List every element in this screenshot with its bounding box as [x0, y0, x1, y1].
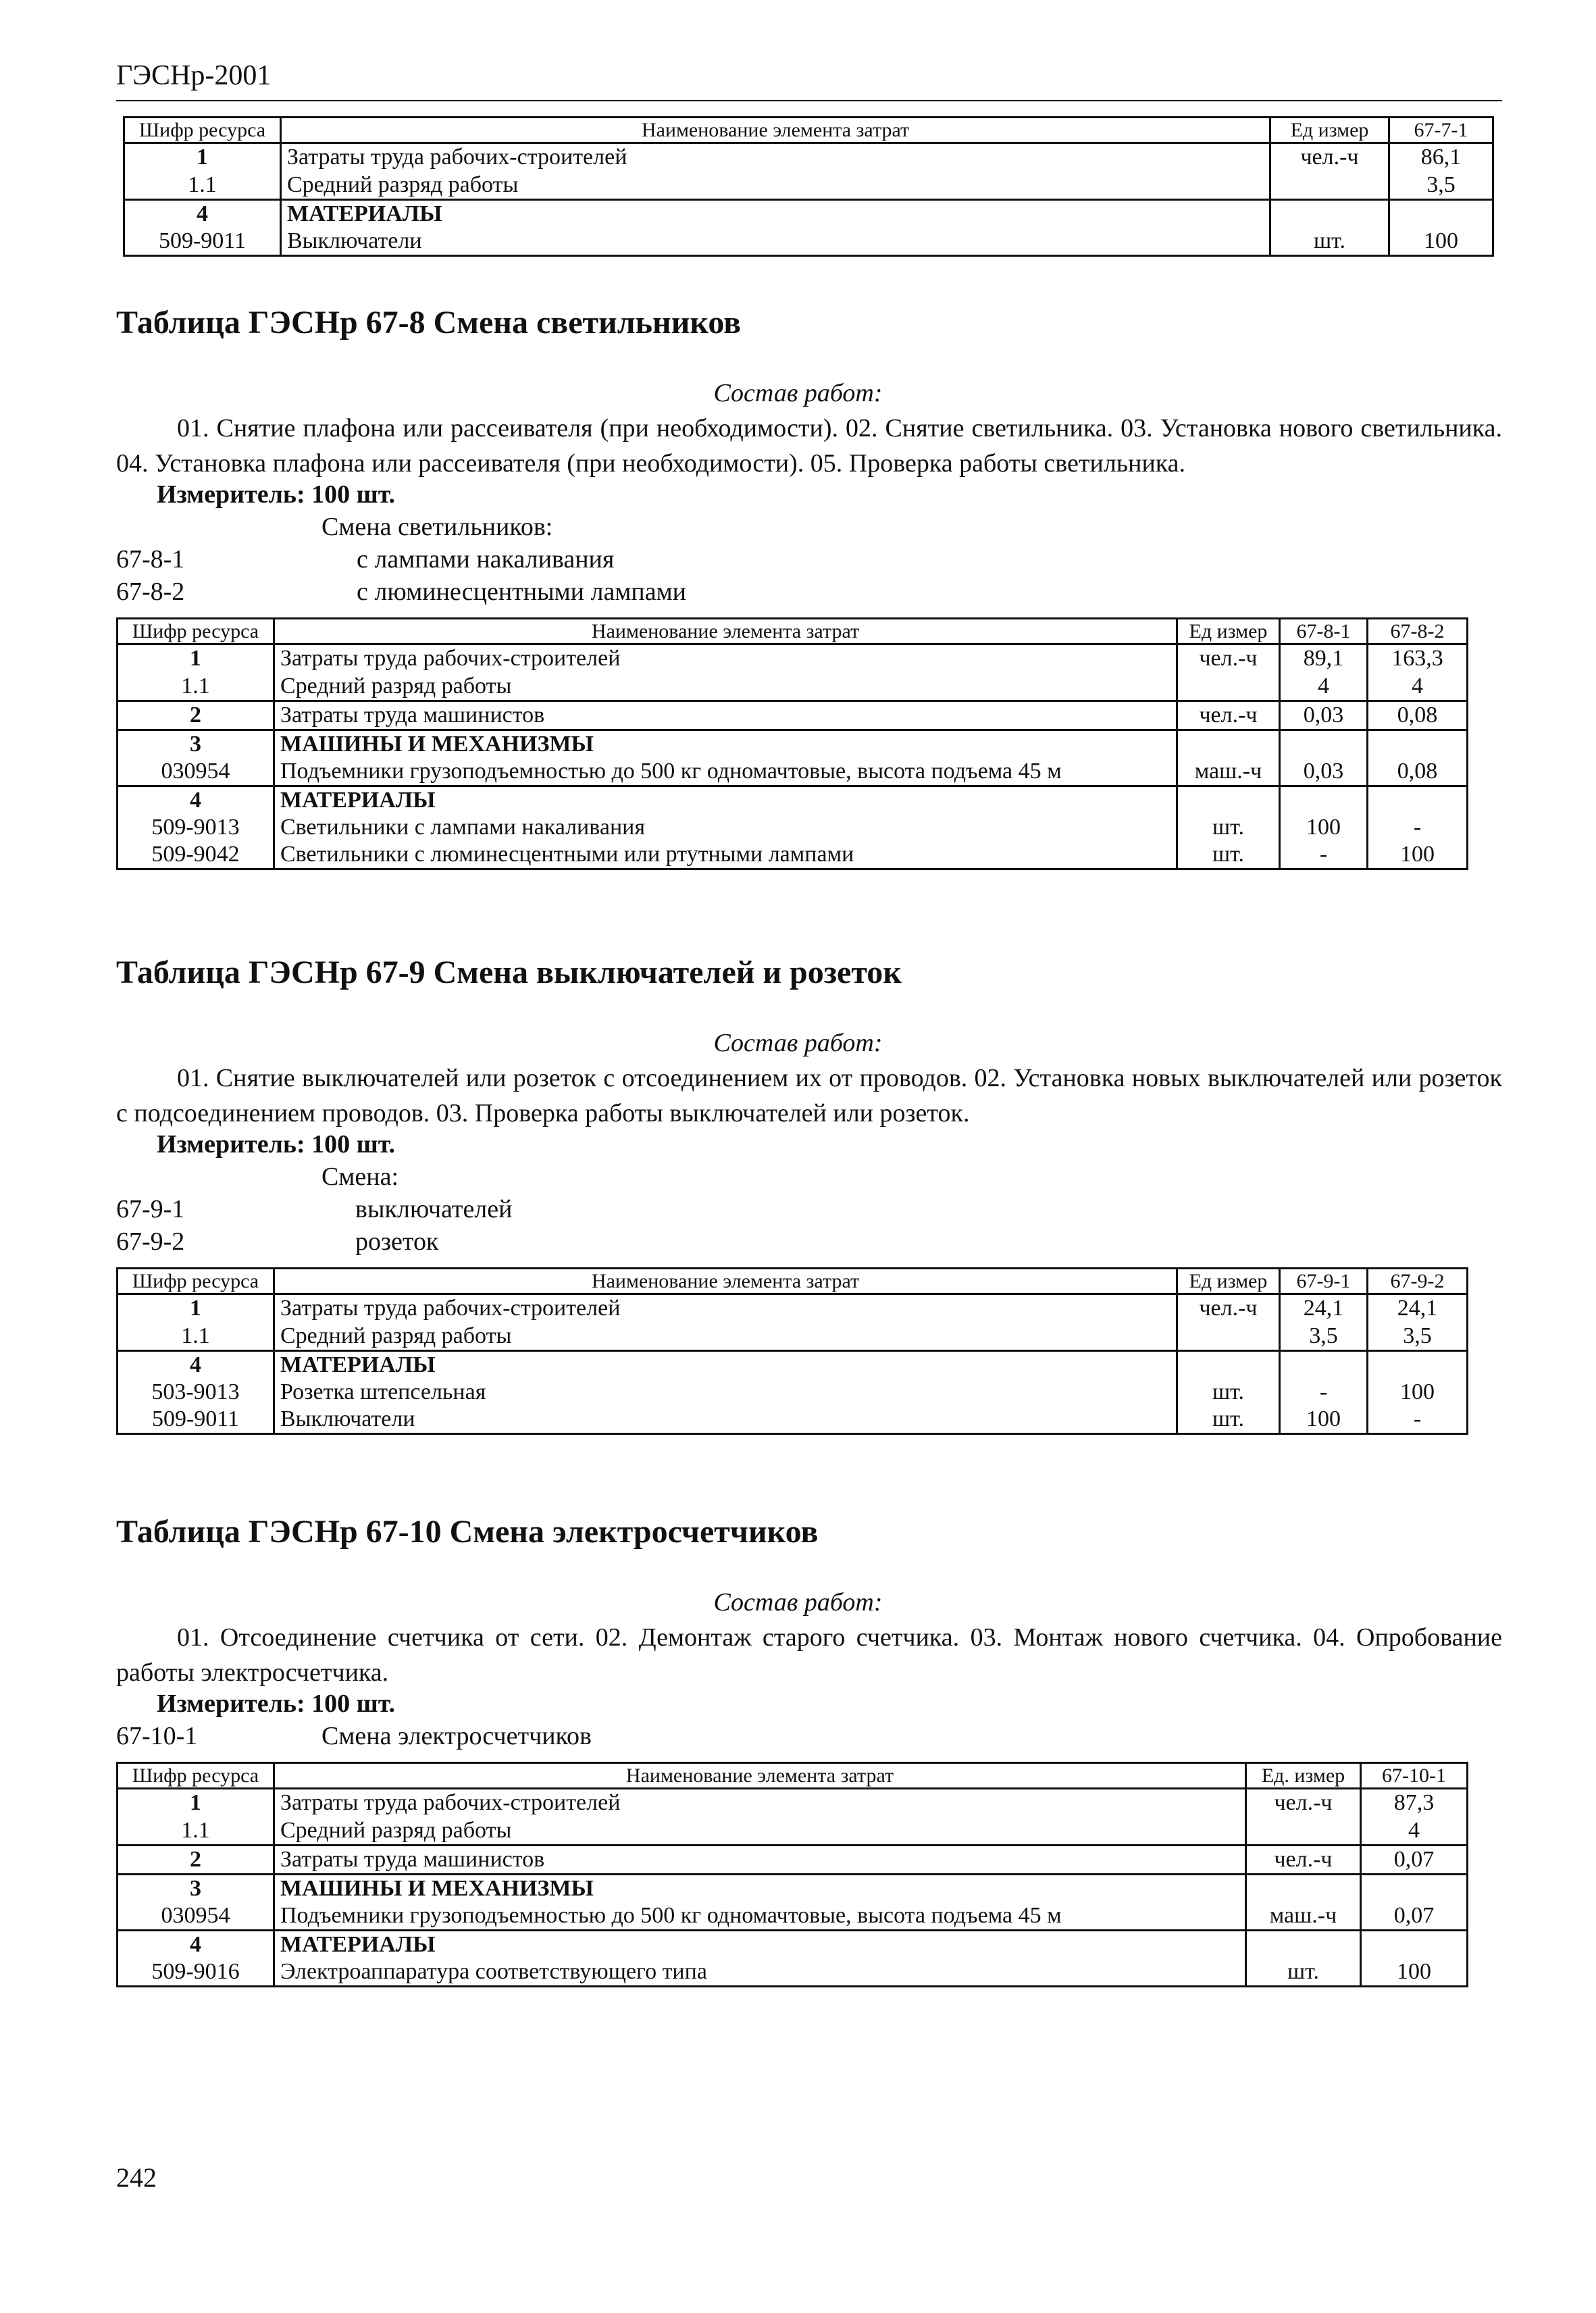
item-code: 67-8-2 — [116, 578, 185, 606]
col-header-value-1: 67-9-1 — [1280, 1269, 1368, 1294]
row-value: 4 — [1280, 673, 1368, 701]
table-row — [118, 841, 1468, 869]
col-header-value-1: 67-10-1 — [1361, 1763, 1468, 1789]
row-value: 0,08 — [1368, 701, 1468, 730]
row-unit: чел.-ч — [1177, 1294, 1280, 1323]
col-header-name: Наименование элемента затрат — [274, 1763, 1246, 1789]
row-name: Светильники с люминесцентными или ртутными лампами — [274, 841, 1177, 869]
row-value — [1368, 730, 1468, 758]
row-code: 1 — [118, 1789, 274, 1817]
work-composition-heading: Состав работ: — [713, 379, 883, 407]
row-value — [1280, 730, 1368, 758]
col-header-code: Шифр ресурса — [118, 1269, 274, 1294]
row-unit — [1177, 673, 1280, 701]
work-composition-heading: Состав работ: — [713, 1588, 883, 1617]
row-value: 100 — [1361, 1958, 1468, 1987]
row-unit — [1246, 1817, 1361, 1846]
table-header-row — [124, 118, 1493, 143]
table-67-8-title: Таблица ГЭСНр 67-8 Смена светильников — [116, 305, 742, 340]
measure-line: Измеритель: 100 шт. — [157, 1689, 396, 1718]
table-row — [118, 1958, 1468, 1987]
row-unit: чел.-ч — [1246, 1789, 1361, 1817]
row-unit — [1177, 786, 1280, 814]
table-row — [118, 1323, 1468, 1351]
row-unit: шт. — [1177, 1406, 1280, 1434]
group-heading: Смена светильников: — [321, 513, 553, 541]
col-header-code: Шифр ресурса — [118, 1763, 274, 1789]
item-text: с люминесцентными лампами — [357, 578, 686, 606]
table-row — [118, 1350, 1468, 1379]
item-code: 67-9-2 — [116, 1227, 185, 1256]
row-value — [1389, 199, 1493, 228]
row-name: Затраты труда машинистов — [274, 1845, 1246, 1874]
row-value — [1361, 1930, 1468, 1958]
table-row — [118, 1874, 1468, 1902]
item-code: 67-9-1 — [116, 1195, 185, 1223]
row-unit: шт. — [1177, 1379, 1280, 1406]
row-name: Средний разряд работы — [274, 673, 1177, 701]
row-code: 1 — [118, 644, 274, 673]
row-value: 100 — [1368, 841, 1468, 869]
row-name: Затраты труда рабочих-строителей — [274, 1294, 1177, 1323]
row-code: 4 — [118, 1930, 274, 1958]
row-name: Подъемники грузоподъемностью до 500 кг одномачтовые, высота подъема 45 м — [274, 758, 1177, 786]
table-header-row — [118, 1763, 1468, 1789]
row-name: МАТЕРИАЛЫ — [274, 1350, 1177, 1379]
col-header-unit: Ед измер — [1177, 1269, 1280, 1294]
table-row — [118, 758, 1468, 786]
row-name: Затраты труда машинистов — [274, 701, 1177, 730]
row-value: 100 — [1389, 228, 1493, 256]
table-row — [124, 172, 1493, 200]
row-value: 0,07 — [1361, 1845, 1468, 1874]
row-code: 3 — [118, 1874, 274, 1902]
table-row — [118, 644, 1468, 673]
row-value: 3,5 — [1368, 1323, 1468, 1351]
row-code: 509-9042 — [118, 841, 274, 869]
col-header-value-1: 67-7-1 — [1389, 118, 1493, 143]
row-value: 0,08 — [1368, 758, 1468, 786]
row-name: Затраты труда рабочих-строителей — [281, 143, 1270, 172]
table-row — [118, 814, 1468, 841]
row-value: 4 — [1361, 1817, 1468, 1846]
table-row — [124, 143, 1493, 172]
row-name: МАШИНЫ И МЕХАНИЗМЫ — [274, 730, 1177, 758]
row-name: МАТЕРИАЛЫ — [274, 1930, 1246, 1958]
row-unit: чел.-ч — [1177, 644, 1280, 673]
row-value: 100 — [1280, 814, 1368, 841]
table-67-10-title: Таблица ГЭСНр 67-10 Смена электросчетчиков — [116, 1514, 819, 1550]
table-67-9 — [116, 1267, 1468, 1435]
row-code: 509-9011 — [124, 228, 281, 256]
row-value: 100 — [1280, 1406, 1368, 1434]
row-code: 4 — [118, 1350, 274, 1379]
row-value: - — [1368, 814, 1468, 841]
row-unit: чел.-ч — [1177, 701, 1280, 730]
table-row — [118, 1406, 1468, 1434]
row-value: 89,1 — [1280, 644, 1368, 673]
table-header-row — [118, 619, 1468, 644]
table-row — [118, 1379, 1468, 1406]
work-composition-text: 01. Отсоединение счетчика от сети. 02. Демонтаж старого счетчика. 03. Монтаж нового счетчика. 04. Опробование работы электросчетчика. — [116, 1623, 1502, 1687]
row-name: МАТЕРИАЛЫ — [274, 786, 1177, 814]
row-value — [1368, 786, 1468, 814]
row-unit: чел.-ч — [1246, 1845, 1361, 1874]
header-rule — [116, 100, 1502, 101]
row-code: 2 — [118, 701, 274, 730]
col-header-value-1: 67-8-1 — [1280, 619, 1368, 644]
item-code: 67-10-1 — [116, 1722, 198, 1750]
row-name: Светильники с лампами накаливания — [274, 814, 1177, 841]
row-name: МАТЕРИАЛЫ — [281, 199, 1270, 228]
row-name: Затраты труда рабочих-строителей — [274, 1789, 1246, 1817]
row-name: Средний разряд работы — [274, 1817, 1246, 1846]
row-unit — [1177, 1350, 1280, 1379]
col-header-name: Наименование элемента затрат — [274, 1269, 1177, 1294]
table-row — [124, 228, 1493, 256]
row-unit: шт. — [1246, 1958, 1361, 1987]
table-header-row — [118, 1269, 1468, 1294]
row-code: 509-9016 — [118, 1958, 274, 1987]
row-name: Выключатели — [281, 228, 1270, 256]
row-code: 1.1 — [124, 172, 281, 200]
measure-line: Измеритель: 100 шт. — [157, 480, 396, 509]
row-value: - — [1280, 1379, 1368, 1406]
col-header-name: Наименование элемента затрат — [274, 619, 1177, 644]
table-row — [118, 1817, 1468, 1846]
table-row — [118, 1845, 1468, 1874]
table-row — [124, 199, 1493, 228]
col-header-code: Шифр ресурса — [118, 619, 274, 644]
row-name: Выключатели — [274, 1406, 1177, 1434]
table-row — [118, 673, 1468, 701]
row-code: 1.1 — [118, 1817, 274, 1846]
row-unit — [1270, 199, 1389, 228]
row-value: 87,3 — [1361, 1789, 1468, 1817]
table-row — [118, 786, 1468, 814]
row-code: 509-9011 — [118, 1406, 274, 1434]
measure-line: Измеритель: 100 шт. — [157, 1130, 396, 1159]
row-value: 0,03 — [1280, 701, 1368, 730]
work-composition-heading: Состав работ: — [713, 1029, 883, 1057]
row-value: 86,1 — [1389, 143, 1493, 172]
item-text: Смена электросчетчиков — [321, 1722, 592, 1750]
row-code: 4 — [118, 786, 274, 814]
row-unit — [1246, 1874, 1361, 1902]
row-name: Затраты труда рабочих-строителей — [274, 644, 1177, 673]
row-unit: шт. — [1177, 814, 1280, 841]
row-code: 3 — [118, 730, 274, 758]
row-name: МАШИНЫ И МЕХАНИЗМЫ — [274, 1874, 1246, 1902]
item-text: розеток — [355, 1227, 439, 1256]
page-number: 242 — [116, 2162, 157, 2193]
col-header-unit: Ед. измер — [1246, 1763, 1361, 1789]
col-header-unit: Ед измер — [1177, 619, 1280, 644]
table-67-8 — [116, 617, 1468, 870]
row-code: 509-9013 — [118, 814, 274, 841]
row-name: Средний разряд работы — [274, 1323, 1177, 1351]
row-unit: шт. — [1177, 841, 1280, 869]
row-value: - — [1368, 1406, 1468, 1434]
table-67-7 — [123, 116, 1494, 257]
row-unit — [1246, 1930, 1361, 1958]
row-value: 0,03 — [1280, 758, 1368, 786]
col-header-value-2: 67-9-2 — [1368, 1269, 1468, 1294]
row-unit — [1177, 1323, 1280, 1351]
row-unit — [1177, 730, 1280, 758]
row-code: 1.1 — [118, 1323, 274, 1351]
row-value: 163,3 — [1368, 644, 1468, 673]
table-67-9-title: Таблица ГЭСНр 67-9 Смена выключателей и розеток — [116, 955, 902, 990]
row-code: 4 — [124, 199, 281, 228]
row-value: 3,5 — [1389, 172, 1493, 200]
row-code: 1.1 — [118, 673, 274, 701]
row-code: 1 — [118, 1294, 274, 1323]
row-unit: маш.-ч — [1177, 758, 1280, 786]
table-row — [118, 1789, 1468, 1817]
row-value: 0,07 — [1361, 1902, 1468, 1931]
col-header-name: Наименование элемента затрат — [281, 118, 1270, 143]
row-unit — [1270, 172, 1389, 200]
work-composition-text: 01. Снятие выключателей или розеток с отсоединением их от проводов. 02. Установка новых выключателей или розеток с подсоединением проводов. 03. Проверка работы выключателей или розеток. — [116, 1064, 1502, 1127]
row-value: 24,1 — [1368, 1294, 1468, 1323]
row-name: Подъемники грузоподъемностью до 500 кг одномачтовые, высота подъема 45 м — [274, 1902, 1246, 1931]
row-value: 100 — [1368, 1379, 1468, 1406]
row-value: - — [1280, 841, 1368, 869]
row-code: 030954 — [118, 758, 274, 786]
row-value: 4 — [1368, 673, 1468, 701]
item-text: выключателей — [355, 1195, 513, 1223]
table-67-10 — [116, 1762, 1468, 1987]
col-header-value-2: 67-8-2 — [1368, 619, 1468, 644]
table-row — [118, 1294, 1468, 1323]
work-composition-text: 01. Снятие плафона или рассеивателя (при необходимости). 02. Снятие светильника. 03. Установка нового светильника. 04. Установка плафона или рассеивателя (при необходимости). 05. Проверка работы светильника. — [116, 414, 1502, 478]
row-code: 1 — [124, 143, 281, 172]
row-unit: маш.-ч — [1246, 1902, 1361, 1931]
row-code: 030954 — [118, 1902, 274, 1931]
row-unit: чел.-ч — [1270, 143, 1389, 172]
row-value — [1361, 1874, 1468, 1902]
row-value — [1280, 786, 1368, 814]
table-row — [118, 701, 1468, 730]
row-name: Средний разряд работы — [281, 172, 1270, 200]
row-value: 3,5 — [1280, 1323, 1368, 1351]
table-row — [118, 1902, 1468, 1931]
row-unit: шт. — [1270, 228, 1389, 256]
row-code: 503-9013 — [118, 1379, 274, 1406]
col-header-code: Шифр ресурса — [124, 118, 281, 143]
table-row — [118, 1930, 1468, 1958]
item-text: с лампами накаливания — [357, 545, 615, 574]
row-code: 2 — [118, 1845, 274, 1874]
group-heading: Смена: — [321, 1163, 399, 1191]
row-name: Розетка штепсельная — [274, 1379, 1177, 1406]
running-header: ГЭСНр-2001 — [116, 60, 272, 91]
row-value — [1368, 1350, 1468, 1379]
row-value: 24,1 — [1280, 1294, 1368, 1323]
table-row — [118, 730, 1468, 758]
item-code: 67-8-1 — [116, 545, 185, 574]
col-header-unit: Ед измер — [1270, 118, 1389, 143]
row-name: Электроаппаратура соответствующего типа — [274, 1958, 1246, 1987]
row-value — [1280, 1350, 1368, 1379]
